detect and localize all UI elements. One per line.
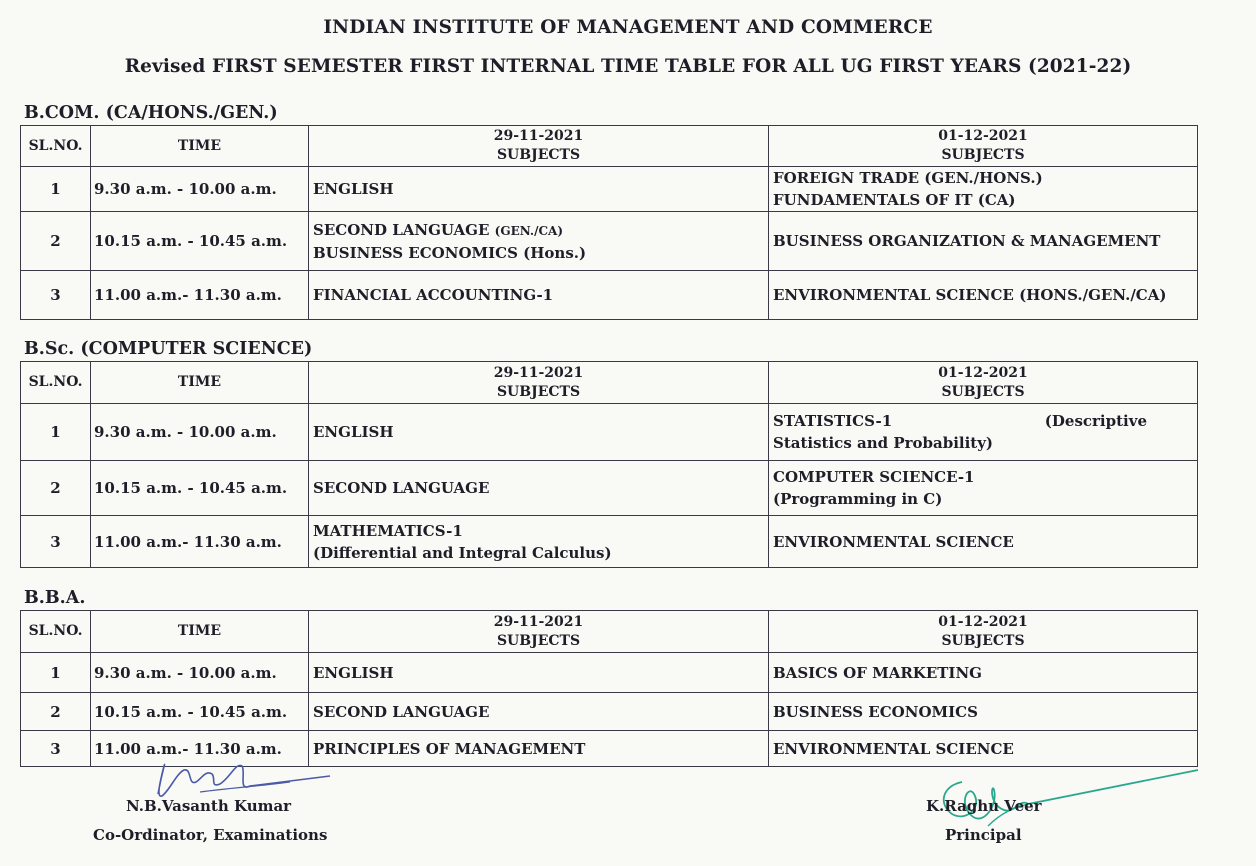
subject-date1-cell — [309, 516, 769, 568]
subject-date1-cell: FINANCIAL ACCOUNTING-1 — [309, 271, 769, 320]
subject-line: (Descriptive — [1044, 412, 1147, 430]
coordinator-name: N.B.Vasanth Kumar — [126, 797, 292, 815]
col-slno: SL.NO. — [21, 362, 91, 404]
time-cell: 11.00 a.m.- 11.30 a.m. — [91, 731, 309, 767]
section-title-bba: B.B.A. — [24, 588, 86, 608]
col-date1 — [309, 362, 769, 404]
slno-cell: 3 — [21, 271, 91, 320]
subject-date2-cell: ENVIRONMENTAL SCIENCE — [769, 731, 1198, 767]
subjects-label: SUBJECTS — [496, 147, 581, 163]
time-cell: 9.30 a.m. - 10.00 a.m. — [91, 653, 309, 693]
subjects-label: SUBJECTS — [941, 383, 1025, 400]
subject-date2-cell: FOREIGN TRADE (GEN./HONS.) FUNDAMENTALS OF IT (CA) — [769, 167, 1198, 212]
table-row — [21, 516, 1198, 568]
institute-name: INDIAN INSTITUTE OF MANAGEMENT AND COMMERCE — [323, 17, 933, 38]
col-slno: SL.NO. — [21, 126, 91, 167]
table-row — [21, 167, 1198, 212]
section-title-bcom: B.COM. (CA/HONS./GEN.) — [24, 103, 278, 123]
subject-date1-cell: ENGLISH — [309, 404, 769, 461]
time-cell: 9.30 a.m. - 10.00 a.m. — [91, 167, 309, 212]
col-time: TIME — [91, 362, 309, 404]
subject-line: Statistics and Probability) — [773, 434, 994, 452]
time-cell: 9.30 a.m. - 10.00 a.m. — [91, 404, 309, 461]
section-title-bsc: B.Sc. (COMPUTER SCIENCE) — [24, 339, 313, 359]
principal-role: Principal — [945, 826, 1022, 844]
col-time: TIME — [91, 611, 309, 653]
document-title: Revised FIRST SEMESTER FIRST INTERNAL TIME TABLE FOR ALL UG FIRST YEARS (2021-22) — [124, 56, 1132, 77]
table-row — [21, 404, 1198, 461]
subjects-label: SUBJECTS — [496, 383, 581, 400]
col-time: TIME — [91, 126, 309, 167]
subject-date2-cell — [769, 404, 1198, 461]
subject-date2-cell — [769, 461, 1198, 516]
slno-cell: 3 — [21, 731, 91, 767]
time-cell: 10.15 a.m. - 10.45 a.m. — [91, 693, 309, 731]
coordinator-role: Co-Ordinator, Examinations — [93, 826, 328, 844]
table-row — [21, 271, 1198, 320]
col-date2 — [769, 611, 1198, 653]
subject-line: COMPUTER SCIENCE-1 — [773, 468, 975, 486]
slno-cell: 3 — [21, 516, 91, 568]
time-cell: 11.00 a.m.- 11.30 a.m. — [91, 271, 309, 320]
header-row — [21, 126, 1198, 167]
subject-date1-cell: ENGLISH — [309, 653, 769, 693]
slno-cell: 2 — [21, 693, 91, 731]
subjects-label: SUBJECTS — [941, 147, 1025, 163]
principal-name: K.Raghu Veer — [926, 797, 1042, 815]
subject-line: (Programming in C) — [773, 490, 943, 508]
subject-date1-cell: ENGLISH — [309, 167, 769, 212]
slno-cell: 1 — [21, 167, 91, 212]
date1-label: 29-11-2021 — [493, 613, 584, 630]
subject-date2-cell: BUSINESS ECONOMICS — [769, 693, 1198, 731]
table-row — [21, 693, 1198, 731]
subject-date2-cell: ENVIRONMENTAL SCIENCE — [769, 516, 1198, 568]
table-row — [21, 212, 1198, 271]
subject-line: (Differential and Integral Calculus) — [313, 543, 612, 562]
header-row — [21, 362, 1198, 404]
subject-date2-cell: BASICS OF MARKETING — [769, 653, 1198, 693]
slno-cell: 1 — [21, 404, 91, 461]
col-date1 — [309, 126, 769, 167]
date1-label: 29-11-2021 — [493, 128, 584, 144]
col-date1 — [309, 611, 769, 653]
time-cell: 10.15 a.m. - 10.45 a.m. — [91, 461, 309, 516]
table-row — [21, 461, 1198, 516]
subject-date2-cell: ENVIRONMENTAL SCIENCE (HONS./GEN./CA) — [769, 271, 1198, 320]
slno-cell: 2 — [21, 461, 91, 516]
header-row — [21, 611, 1198, 653]
subject-line: MATHEMATICS-1 — [313, 521, 463, 540]
subject-date1-cell — [309, 212, 769, 271]
date1-label: 29-11-2021 — [493, 364, 584, 381]
subject-date1-cell: SECOND LANGUAGE — [309, 693, 769, 731]
subject-date1-cell: SECOND LANGUAGE — [309, 461, 769, 516]
time-cell: 10.15 a.m. - 10.45 a.m. — [91, 212, 309, 271]
date2-label: 01-12-2021 — [938, 128, 1028, 144]
table-row — [21, 653, 1198, 693]
col-slno: SL.NO. — [21, 611, 91, 653]
subject-date1-cell: PRINCIPLES OF MANAGEMENT — [309, 731, 769, 767]
date2-label: 01-12-2021 — [938, 613, 1028, 630]
col-date2 — [769, 362, 1198, 404]
subject-line: SECOND LANGUAGE — [313, 220, 490, 239]
slno-cell: 1 — [21, 653, 91, 693]
subjects-label: SUBJECTS — [496, 632, 581, 649]
timetable-bcom — [20, 125, 1198, 320]
date2-label: 01-12-2021 — [938, 364, 1028, 381]
subject-note: (GEN./CA) — [494, 223, 564, 238]
timetable-bba — [20, 610, 1198, 767]
subject-line: BUSINESS ECONOMICS (Hons.) — [313, 243, 587, 262]
subjects-label: SUBJECTS — [941, 632, 1025, 649]
subject-line: STATISTICS-1 — [773, 412, 893, 430]
slno-cell: 2 — [21, 212, 91, 271]
time-cell: 11.00 a.m.- 11.30 a.m. — [91, 516, 309, 568]
col-date2 — [769, 126, 1198, 167]
subject-date2-cell: BUSINESS ORGANIZATION & MANAGEMENT — [769, 212, 1198, 271]
timetable-bsc — [20, 361, 1198, 568]
